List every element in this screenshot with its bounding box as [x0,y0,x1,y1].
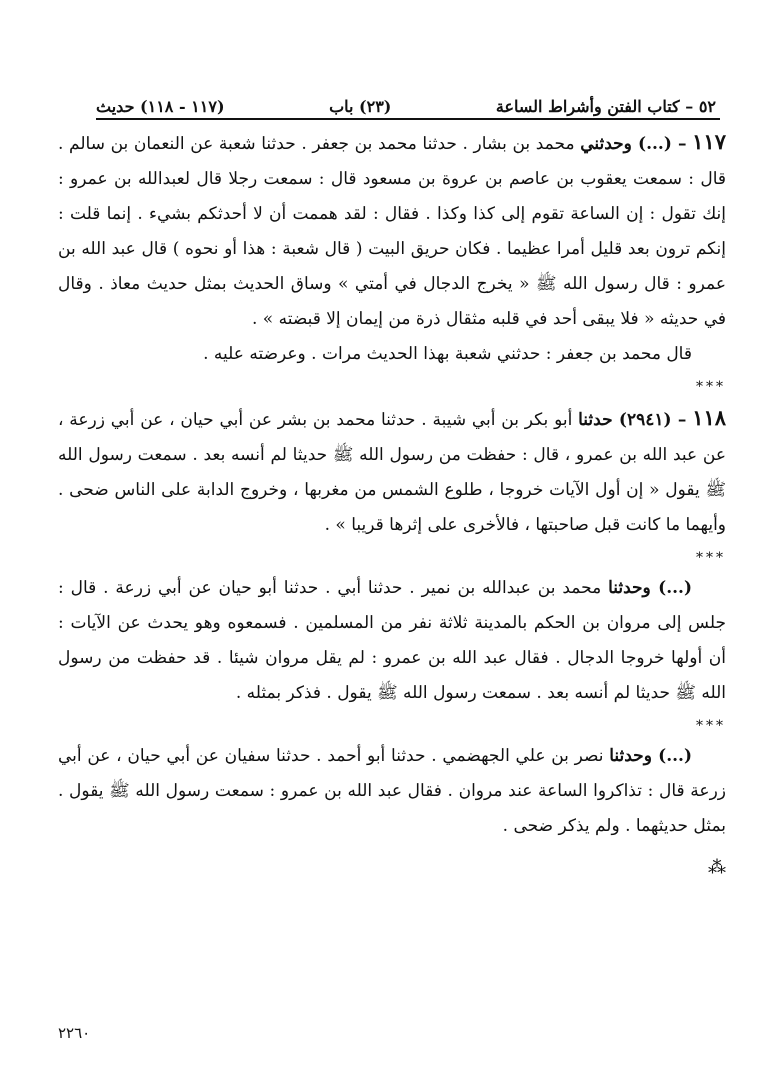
header-divider [96,118,720,120]
page-body [58,124,726,878]
hadith-117-note [58,337,726,372]
hadith-number: ١١٨ [692,405,727,430]
hadith-118 [58,400,726,543]
section-separator: *** [696,550,726,566]
note-text: قال محمد بن جعفر : حدثني شعبة بهذا الحديث مرات . وعرضته عليه . [203,344,692,364]
hadith-tag: (...) وحدثنا [609,746,692,766]
hadith-text: محمد بن بشار . حدثنا محمد بن جعفر . حدثنا شعبة عن النعمان بن سالم . قال : سمعت يعقوب بن عاصم بن عروة بن مسعود قال : سمعت رجلا قال لعبدالله بن عمرو : إنك تقول : إن الساعة تقوم إلى كذا وكذا . فقال : لقد هممت أن لا أحدثكم بشيء . إنما قلت : إنكم ترون بعد قليل أمرا عظيما . فكان حريق البيت ( قال شعبة : هذا أو نحوه ) قال عبد الله بن عمرو : قال رسول الله ﷺ « يخرج الدجال في أمتي » وساق الحديث بمثل حديث معاذ . وقال في حديثه « فلا يبقى أحد في قلبه مثقال ذرة من إيمان إلا قبضته » . [58,134,726,329]
header-hadith-range: (١١٧ - ١١٨) حديث [96,97,225,116]
hadith-text: محمد بن عبدالله بن نمير . حدثنا أبي . حدثنا أبو حيان عن أبي زرعة . قال : جلس إلى مروان بن الحكم بالمدينة ثلاثة نفر من المسلمين . فسمعوه وهو يحدث عن الآيات : أن أولها خروجا الدجال . فقال عبد الله بن عمرو : لم يقل مروان شيئا . قد حفظت من رسول الله ﷺ حديثا لم أنسه بعد . سمعت رسول الله ﷺ يقول . فذكر بمثله . [58,578,726,703]
page-number: ٢٢٦٠ [58,1024,91,1042]
hadith-tag: (...) وحدثنا [608,578,693,598]
hadith-118-variant-2 [58,739,726,844]
end-ornament: ⁂ [708,857,726,878]
section-separator: *** [696,379,726,395]
hadith-text: أبو بكر بن أبي شيبة . حدثنا محمد بن بشر عن أبي حيان ، عن أبي زرعة ، عن عبد الله بن عمرو ، قال : حفظت من رسول الله ﷺ حديثا لم أنسه بعد . سمعت رسول الله ﷺ يقول « إن أول الآيات خروجا ، طلوع الشمس من مغربها ، وخروج الدابة على الناس ضحى . وأيهما ما كانت قبل صاحبتها ، فالأخرى على إثرها قريبا » . [58,410,726,535]
hadith-number: ١١٧ [692,129,726,154]
section-separator: *** [696,718,726,734]
running-header [96,82,716,116]
header-chapter-title: ٥٢ – كتاب الفتن وأشراط الساعة [495,97,716,116]
hadith-117 [58,124,726,337]
header-chapter-number: (٢٣) باب [329,97,392,116]
hadith-118-variant-1 [58,571,726,711]
hadith-text: نصر بن علي الجهضمي . حدثنا أبو أحمد . حدثنا سفيان عن أبي حيان ، عن أبي زرعة قال : تذاكروا الساعة عند مروان . فقال عبد الله بن عمرو : سمعت رسول الله ﷺ يقول . بمثل حديثهما . ولم يذكر ضحى . [58,746,726,836]
hadith-tag: – (٢٩٤١) حدثنا [578,410,687,430]
hadith-tag: – (...) وحدثني [580,134,687,154]
